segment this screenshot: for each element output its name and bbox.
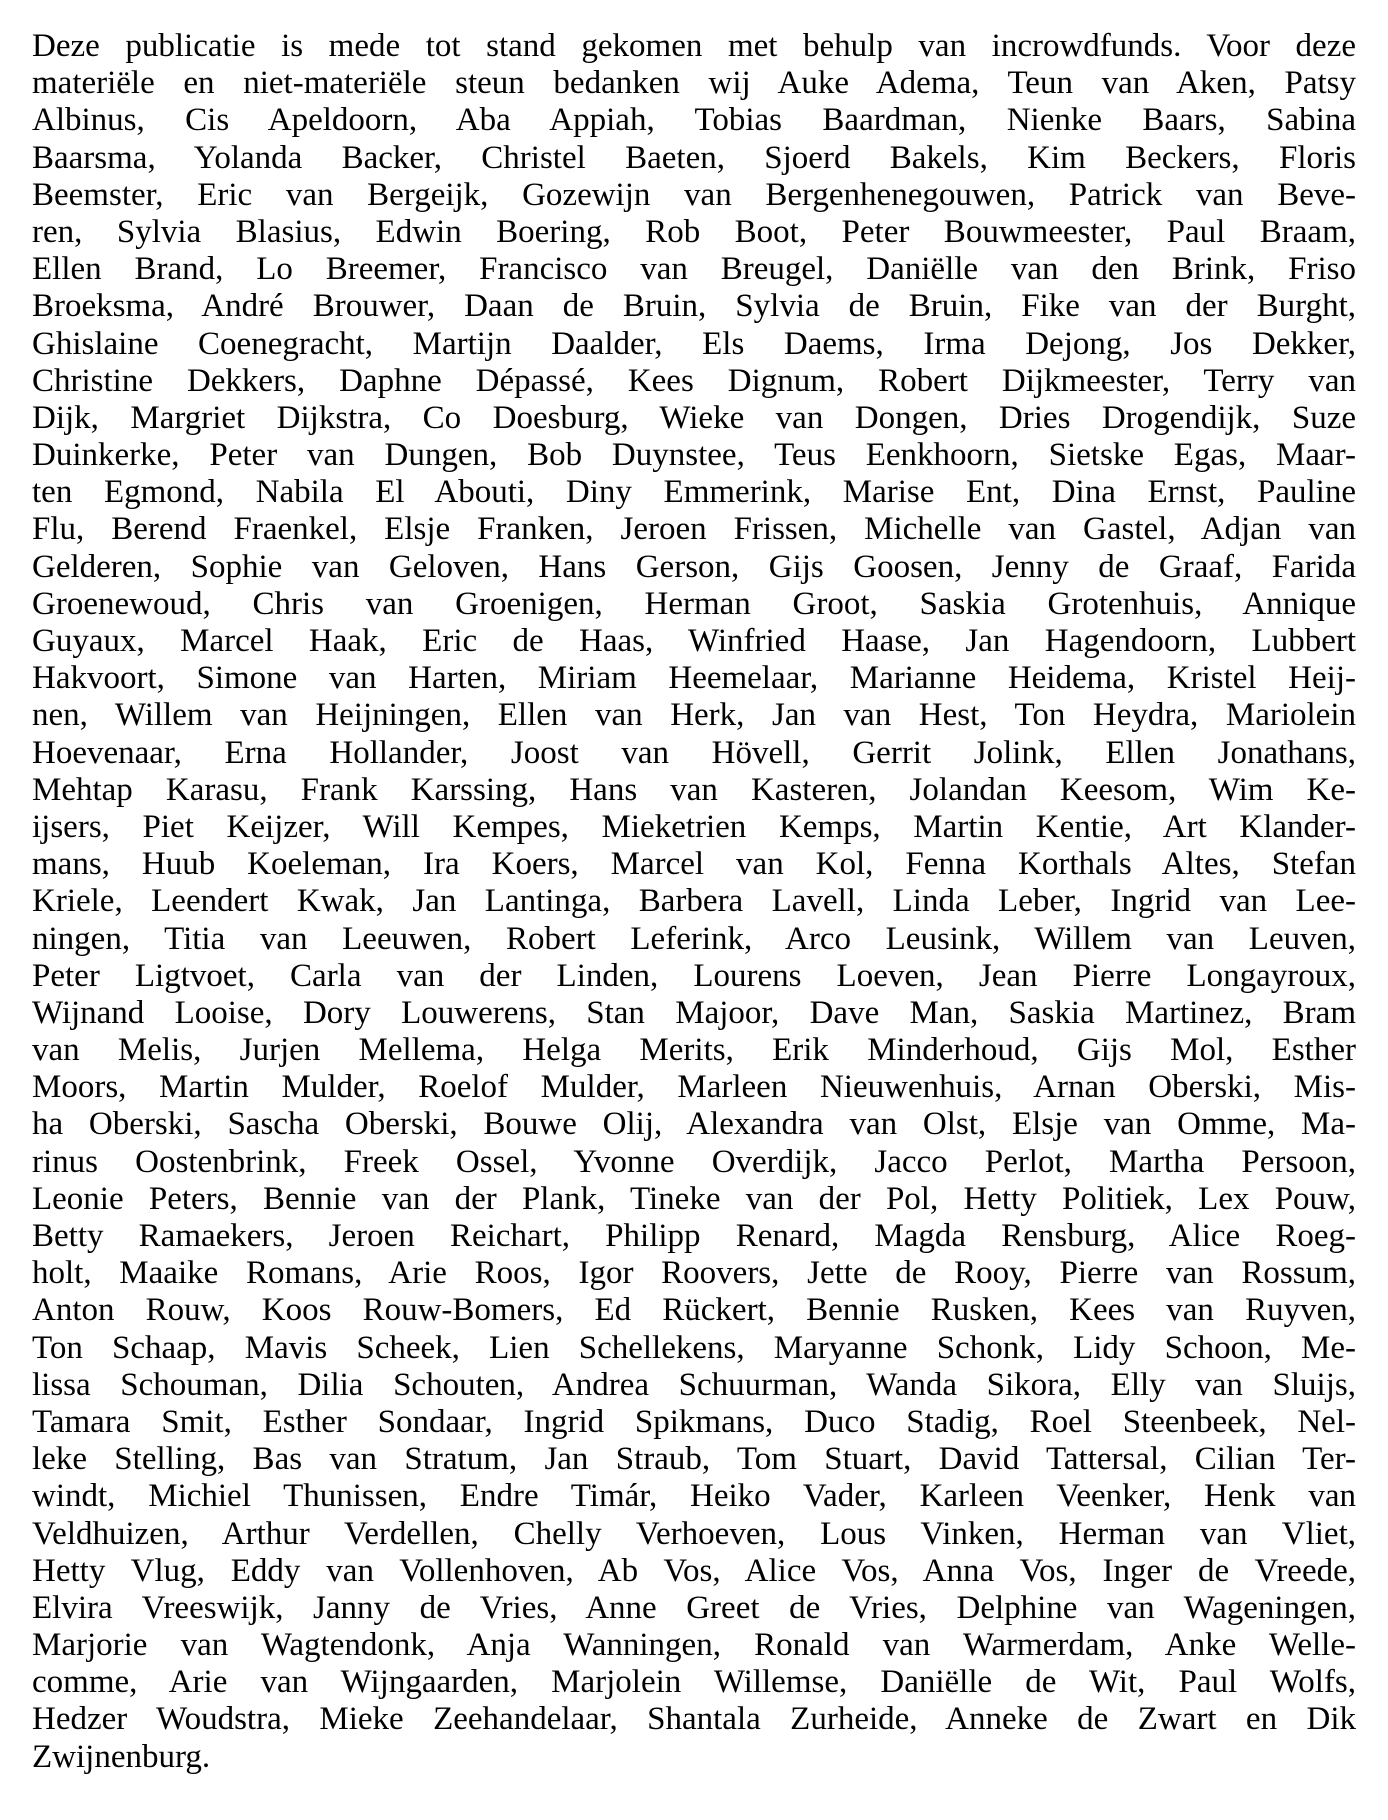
acknowledgements-page [32, 28, 1356, 1776]
text-line: Christine Dekkers, Daphne Dépassé, Kees Dignum, Robert Dijkmeester, Terry van [32, 362, 1356, 399]
text-line: Leonie Peters, Bennie van der Plank, Tineke van der Pol, Hetty Politiek, Lex Pouw, [32, 1180, 1356, 1217]
text-line: Mehtap Karasu, Frank Karssing, Hans van Kasteren, Jolandan Keesom, Wim Ke- [32, 771, 1356, 808]
text-line: Duinkerke, Peter van Dungen, Bob Duynstee, Teus Eenkhoorn, Sietske Egas, Maar- [32, 437, 1356, 474]
text-line: Flu, Berend Fraenkel, Elsje Franken, Jeroen Frissen, Michelle van Gastel, Adjan van [32, 511, 1356, 548]
text-line: nen, Willem van Heijningen, Ellen van Herk, Jan van Hest, Ton Heydra, Mariolein [32, 697, 1356, 734]
text-line: Gelderen, Sophie van Geloven, Hans Gerson, Gijs Goosen, Jenny de Graaf, Farida [32, 548, 1356, 585]
text-line: Broeksma, André Brouwer, Daan de Bruin, Sylvia de Bruin, Fike van der Burght, [32, 288, 1356, 325]
text-line: Groenewoud, Chris van Groenigen, Herman Groot, Saskia Grotenhuis, Annique [32, 585, 1356, 622]
text-line: Guyaux, Marcel Haak, Eric de Haas, Winfried Haase, Jan Hagendoorn, Lubbert [32, 623, 1356, 659]
text-line: Albinus, Cis Apeldoorn, Aba Appiah, Tobias Baardman, Nienke Baars, Sabina [32, 102, 1356, 139]
text-line: holt, Maaike Romans, Arie Roos, Igor Roovers, Jette de Rooy, Pierre van Rossum, [32, 1255, 1356, 1292]
text-line: Moors, Martin Mulder, Roelof Mulder, Marleen Nieuwenhuis, Arnan Oberski, Mis- [32, 1069, 1356, 1106]
text-line: Dijk, Margriet Dijkstra, Co Doesburg, Wieke van Dongen, Dries Drogendijk, Suze [32, 399, 1356, 436]
text-line: Deze publicatie is mede tot stand gekomen met behulp van incrowdfunds. Voor deze [32, 28, 1356, 64]
text-line: ren, Sylvia Blasius, Edwin Boering, Rob Boot, Peter Bouwmeester, Paul Braam, [32, 213, 1356, 250]
text-line: Hakvoort, Simone van Harten, Miriam Heemelaar, Marianne Heidema, Kristel Heij- [32, 660, 1356, 697]
text-line: Zwijnenburg. [32, 1738, 211, 1775]
text-line: mans, Huub Koeleman, Ira Koers, Marcel van Kol, Fenna Korthals Altes, Stefan [32, 846, 1356, 883]
text-line: Kriele, Leendert Kwak, Jan Lantinga, Barbera Lavell, Linda Leber, Ingrid van Lee- [32, 883, 1356, 920]
text-line: ten Egmond, Nabila El Abouti, Diny Emmerink, Marise Ent, Dina Ernst, Pauline [32, 474, 1356, 511]
text-line: Ellen Brand, Lo Breemer, Francisco van Breugel, Daniëlle van den Brink, Friso [32, 251, 1356, 288]
text-line: rinus Oostenbrink, Freek Ossel, Yvonne Overdijk, Jacco Perlot, Martha Persoon, [32, 1143, 1356, 1180]
text-line: Baarsma, Yolanda Backer, Christel Baeten, Sjoerd Bakels, Kim Beckers, Floris [32, 139, 1356, 176]
text-line: lissa Schouman, Dilia Schouten, Andrea Schuurman, Wanda Sikora, Elly van Sluijs, [32, 1366, 1356, 1403]
text-line: Betty Ramaekers, Jeroen Reichart, Philipp Renard, Magda Rensburg, Alice Roeg- [32, 1218, 1356, 1254]
acknowledgements-paragraph [32, 28, 1356, 1776]
text-line: windt, Michiel Thunissen, Endre Timár, Heiko Vader, Karleen Veenker, Henk van [32, 1478, 1356, 1515]
text-line: Hetty Vlug, Eddy van Vollenhoven, Ab Vos, Alice Vos, Anna Vos, Inger de Vreede, [32, 1552, 1356, 1589]
text-line: ningen, Titia van Leeuwen, Robert Leferink, Arco Leusink, Willem van Leuven, [32, 920, 1356, 957]
text-line: Marjorie van Wagtendonk, Anja Wanningen, Ronald van Warmerdam, Anke Welle- [32, 1627, 1356, 1664]
text-line: Anton Rouw, Koos Rouw-Bomers, Ed Rückert, Bennie Rusken, Kees van Ruyven, [32, 1292, 1356, 1329]
text-line: Tamara Smit, Esther Sondaar, Ingrid Spikmans, Duco Stadig, Roel Steenbeek, Nel- [32, 1403, 1356, 1440]
text-line: materiële en niet-materiële steun bedanken wij Auke Adema, Teun van Aken, Patsy [32, 65, 1356, 102]
text-line: Hedzer Woudstra, Mieke Zeehandelaar, Shantala Zurheide, Anneke de Zwart en Dik [32, 1701, 1356, 1738]
text-line: Hoevenaar, Erna Hollander, Joost van Hövell, Gerrit Jolink, Ellen Jonathans, [32, 734, 1356, 771]
text-line: ijsers, Piet Keijzer, Will Kempes, Mieketrien Kemps, Martin Kentie, Art Klander- [32, 808, 1356, 845]
text-line: leke Stelling, Bas van Stratum, Jan Straub, Tom Stuart, David Tattersal, Cilian Ter- [32, 1441, 1356, 1478]
text-line: Ton Schaap, Mavis Scheek, Lien Schellekens, Maryanne Schonk, Lidy Schoon, Me- [32, 1329, 1356, 1366]
text-line: Veldhuizen, Arthur Verdellen, Chelly Verhoeven, Lous Vinken, Herman van Vliet, [32, 1515, 1356, 1552]
text-line: Peter Ligtvoet, Carla van der Linden, Lourens Loeven, Jean Pierre Longayroux, [32, 957, 1356, 994]
text-line: Elvira Vreeswijk, Janny de Vries, Anne Greet de Vries, Delphine van Wageningen, [32, 1589, 1356, 1626]
text-line: Ghislaine Coenegracht, Martijn Daalder, Els Daems, Irma Dejong, Jos Dekker, [32, 325, 1356, 362]
text-line: Wijnand Looise, Dory Louwerens, Stan Majoor, Dave Man, Saskia Martinez, Bram [32, 994, 1356, 1031]
text-line: ha Oberski, Sascha Oberski, Bouwe Olij, Alexandra van Olst, Elsje van Omme, Ma- [32, 1106, 1356, 1143]
text-line: comme, Arie van Wijngaarden, Marjolein Willemse, Daniëlle de Wit, Paul Wolfs, [32, 1664, 1356, 1701]
text-line: Beemster, Eric van Bergeijk, Gozewijn van Bergenhenegouwen, Patrick van Beve- [32, 176, 1356, 213]
text-line: van Melis, Jurjen Mellema, Helga Merits, Erik Minderhoud, Gijs Mol, Esther [32, 1032, 1356, 1069]
